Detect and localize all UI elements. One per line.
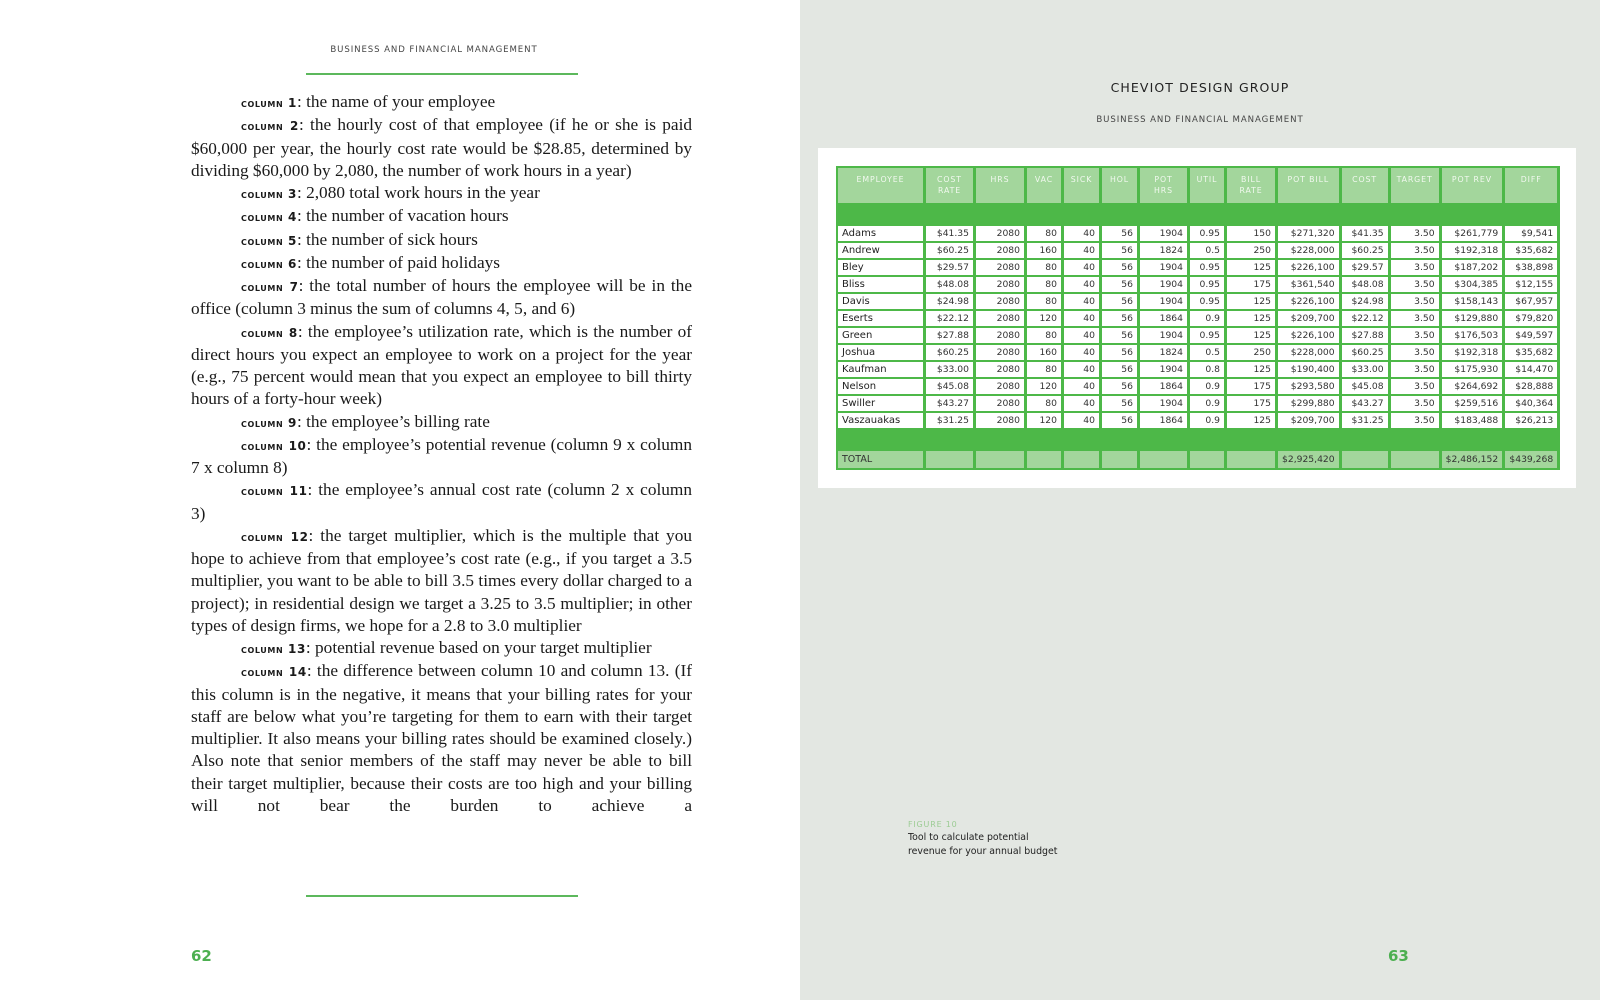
table-cell: 3.50	[1390, 361, 1441, 378]
figure-caption-text: Tool to calculate potential revenue for your annual budget	[908, 832, 1058, 857]
employee-name-cell: Bley	[837, 259, 925, 276]
table-row	[837, 344, 1559, 361]
column-label: column 8	[241, 325, 298, 340]
table-row	[837, 395, 1559, 412]
table-cell: $192,318	[1441, 344, 1505, 361]
table-cell: $35,682	[1504, 242, 1559, 259]
table-cell: $27.88	[1341, 327, 1390, 344]
table-cell: 125	[1226, 293, 1277, 310]
table-cell: $28,888	[1504, 378, 1559, 395]
column-header: POT HRS	[1139, 167, 1189, 204]
table-cell: $129,880	[1441, 310, 1505, 327]
table-cell: 1904	[1139, 293, 1189, 310]
table-cell: 40	[1063, 310, 1101, 327]
table-cell: $304,385	[1441, 276, 1505, 293]
revenue-table	[836, 166, 1560, 470]
total-cell	[925, 450, 975, 469]
table-cell: $48.08	[925, 276, 975, 293]
table-cell: 150	[1226, 225, 1277, 242]
table-cell: $41.35	[925, 225, 975, 242]
table-cell: 125	[1226, 412, 1277, 429]
employee-name-cell: Green	[837, 327, 925, 344]
column-label: column 3	[241, 187, 297, 201]
total-row	[837, 450, 1559, 469]
table-cell: 0.9	[1189, 310, 1226, 327]
table-cell: $49,597	[1504, 327, 1559, 344]
table-cell: $38,898	[1504, 259, 1559, 276]
company-title: CHEVIOT DESIGN GROUP	[1110, 80, 1290, 95]
table-cell: $187,202	[1441, 259, 1505, 276]
table-cell: 56	[1101, 276, 1139, 293]
table-cell: 0.9	[1189, 395, 1226, 412]
total-cell: $2,486,152	[1441, 450, 1505, 469]
table-row	[837, 378, 1559, 395]
table-cell: 40	[1063, 225, 1101, 242]
column-description	[191, 479, 692, 525]
table-cell: $60.25	[925, 344, 975, 361]
column-description	[191, 91, 692, 114]
spacer-cell	[837, 429, 1559, 450]
table-cell: 250	[1226, 344, 1277, 361]
table-cell: $45.08	[925, 378, 975, 395]
column-description	[191, 229, 692, 252]
column-label: column 5	[241, 233, 297, 248]
table-cell: 80	[1026, 327, 1063, 344]
table-cell: $299,880	[1277, 395, 1341, 412]
table-cell: 56	[1101, 327, 1139, 344]
table-cell: 125	[1226, 310, 1277, 327]
column-text: : the name of your employee	[296, 92, 496, 111]
table-cell: 1904	[1139, 259, 1189, 276]
column-label: column 7	[241, 280, 299, 294]
table-cell: $209,700	[1277, 412, 1341, 429]
column-label: column 9	[241, 415, 297, 430]
employee-name-cell: Nelson	[837, 378, 925, 395]
table-cell: 1904	[1139, 327, 1189, 344]
table-cell: 56	[1101, 242, 1139, 259]
table-cell: $209,700	[1277, 310, 1341, 327]
table-cell: 2080	[975, 327, 1026, 344]
column-header: POT REV	[1441, 167, 1505, 204]
table-cell: 3.50	[1390, 378, 1441, 395]
table-cell: 80	[1026, 293, 1063, 310]
employee-name-cell: Kaufman	[837, 361, 925, 378]
column-header: COST	[1341, 167, 1390, 204]
table-cell: $228,000	[1277, 242, 1341, 259]
table-cell: 2080	[975, 412, 1026, 429]
column-description	[191, 114, 692, 182]
table-cell: 40	[1063, 378, 1101, 395]
total-cell	[1063, 450, 1101, 469]
table-cell: $293,580	[1277, 378, 1341, 395]
table-cell: 1904	[1139, 395, 1189, 412]
table-cell: 56	[1101, 395, 1139, 412]
table-header-row	[837, 167, 1559, 204]
table-cell: $31.25	[925, 412, 975, 429]
table-cell: $29.57	[1341, 259, 1390, 276]
table-cell: 2080	[975, 225, 1026, 242]
column-header: COST RATE	[925, 167, 975, 204]
table-cell: 160	[1026, 344, 1063, 361]
table-cell: $226,100	[1277, 293, 1341, 310]
column-label: column 10	[241, 438, 307, 453]
employee-name-cell: Vaszauakas	[837, 412, 925, 429]
total-cell: $439,268	[1504, 450, 1559, 469]
column-label: column 2	[241, 119, 299, 134]
table-cell: $43.27	[1341, 395, 1390, 412]
table-cell: 3.50	[1390, 344, 1441, 361]
table-cell: 1864	[1139, 378, 1189, 395]
column-label: column 4	[241, 210, 297, 225]
table-cell: 3.50	[1390, 395, 1441, 412]
column-header: HOL	[1101, 167, 1139, 204]
employee-name-cell: Swiller	[837, 395, 925, 412]
column-label: column 6	[241, 256, 297, 271]
table-row	[837, 310, 1559, 327]
table-cell: $27.88	[925, 327, 975, 344]
employee-name-cell: Andrew	[837, 242, 925, 259]
table-cell: 56	[1101, 412, 1139, 429]
table-cell: 2080	[975, 293, 1026, 310]
table-cell: 0.95	[1189, 293, 1226, 310]
table-cell: $261,779	[1441, 225, 1505, 242]
table-cell: 40	[1063, 242, 1101, 259]
table-row	[837, 242, 1559, 259]
employee-name-cell: Bliss	[837, 276, 925, 293]
table-cell: 1824	[1139, 344, 1189, 361]
column-label: column 12	[241, 529, 309, 544]
table-cell: $60.25	[1341, 242, 1390, 259]
table-cell: $60.25	[925, 242, 975, 259]
table-cell: $35,682	[1504, 344, 1559, 361]
table-cell: $43.27	[925, 395, 975, 412]
table-cell: 1824	[1139, 242, 1189, 259]
column-text: : the number of sick hours	[296, 229, 478, 249]
table-cell: $158,143	[1441, 293, 1505, 310]
table-cell: $26,213	[1504, 412, 1559, 429]
top-rule	[306, 73, 578, 75]
total-cell	[975, 450, 1026, 469]
table-cell: 56	[1101, 378, 1139, 395]
table-row	[837, 259, 1559, 276]
table-cell: 40	[1063, 361, 1101, 378]
column-text: : potential revenue based on your target multiplier	[305, 638, 652, 657]
column-header: TARGET	[1390, 167, 1441, 204]
table-cell: 0.9	[1189, 412, 1226, 429]
table-cell: $190,400	[1277, 361, 1341, 378]
table-cell: 40	[1063, 412, 1101, 429]
column-header: POT BILL	[1277, 167, 1341, 204]
column-header: HRS	[975, 167, 1026, 204]
table-cell: 56	[1101, 293, 1139, 310]
page-number: 63	[1388, 947, 1409, 965]
column-label: column 14	[241, 665, 307, 680]
table-row	[837, 276, 1559, 293]
table-cell: $67,957	[1504, 293, 1559, 310]
table-cell: 250	[1226, 242, 1277, 259]
table-cell: $176,503	[1441, 327, 1505, 344]
table-cell: 56	[1101, 344, 1139, 361]
table-cell: 56	[1101, 225, 1139, 242]
table-cell: $226,100	[1277, 327, 1341, 344]
table-cell: $14,470	[1504, 361, 1559, 378]
table-cell: 0.5	[1189, 344, 1226, 361]
table-cell: 3.50	[1390, 293, 1441, 310]
total-cell	[1139, 450, 1189, 469]
table-cell: 1904	[1139, 276, 1189, 293]
table-cell: 2080	[975, 361, 1026, 378]
table-cell: 40	[1063, 259, 1101, 276]
table-cell: $22.12	[925, 310, 975, 327]
column-descriptions	[191, 91, 692, 817]
employee-name-cell: Adams	[837, 225, 925, 242]
spacer-row	[837, 204, 1559, 225]
table-cell: 80	[1026, 361, 1063, 378]
running-head: BUSINESS AND FINANCIAL MANAGEMENT	[330, 45, 538, 55]
total-cell	[1189, 450, 1226, 469]
table-row	[837, 293, 1559, 310]
table-cell: 125	[1226, 361, 1277, 378]
table-cell: $192,318	[1441, 242, 1505, 259]
table-cell: $48.08	[1341, 276, 1390, 293]
table-cell: 0.95	[1189, 225, 1226, 242]
column-description	[191, 660, 692, 817]
table-cell: $33.00	[925, 361, 975, 378]
table-cell: 1904	[1139, 225, 1189, 242]
employee-name-cell: Davis	[837, 293, 925, 310]
table-cell: $226,100	[1277, 259, 1341, 276]
column-text: : the employee’s annual cost rate (column 2 x column 3)	[191, 480, 692, 523]
table-row	[837, 361, 1559, 378]
table-cell: 80	[1026, 276, 1063, 293]
spacer-cell	[837, 204, 1559, 225]
table-row	[837, 225, 1559, 242]
table-cell: 1864	[1139, 412, 1189, 429]
column-header: EMPLOYEE	[837, 167, 925, 204]
table-cell: $33.00	[1341, 361, 1390, 378]
table-cell: $175,930	[1441, 361, 1505, 378]
column-text: : the number of paid holidays	[296, 252, 500, 272]
column-text: : the total number of hours the employee will be in the office (column 3 minus the sum of columns 4, 5, and 6)	[191, 276, 692, 319]
bottom-rule	[306, 895, 578, 897]
table-cell: 56	[1101, 259, 1139, 276]
table-cell: 2080	[975, 276, 1026, 293]
table-cell: 0.9	[1189, 378, 1226, 395]
table-cell: 56	[1101, 310, 1139, 327]
column-header: UTIL	[1189, 167, 1226, 204]
column-description	[191, 321, 692, 411]
table-cell: 120	[1026, 310, 1063, 327]
column-header: VAC	[1026, 167, 1063, 204]
table-cell: 120	[1026, 378, 1063, 395]
total-cell	[1101, 450, 1139, 469]
table-row	[837, 327, 1559, 344]
total-cell	[1226, 450, 1277, 469]
table-cell: $29.57	[925, 259, 975, 276]
table-cell: $271,320	[1277, 225, 1341, 242]
column-header: DIFF	[1504, 167, 1559, 204]
table-cell: 2080	[975, 378, 1026, 395]
table-cell: $24.98	[1341, 293, 1390, 310]
column-description	[191, 182, 692, 205]
table-cell: $41.35	[1341, 225, 1390, 242]
column-description	[191, 205, 692, 228]
table-cell: 3.50	[1390, 259, 1441, 276]
table-cell: 0.95	[1189, 259, 1226, 276]
table-cell: 125	[1226, 327, 1277, 344]
table-cell: 175	[1226, 276, 1277, 293]
column-header: BILL RATE	[1226, 167, 1277, 204]
table-cell: 175	[1226, 395, 1277, 412]
table-cell: 125	[1226, 259, 1277, 276]
table-cell: 3.50	[1390, 225, 1441, 242]
table-cell: 2080	[975, 259, 1026, 276]
table-cell: 3.50	[1390, 412, 1441, 429]
table-cell: 120	[1026, 412, 1063, 429]
column-label: column 13	[241, 642, 306, 656]
column-description	[191, 434, 692, 480]
column-text: : the employee’s billing rate	[296, 411, 490, 431]
column-description	[191, 637, 692, 660]
total-cell: $2,925,420	[1277, 450, 1341, 469]
table-cell: 80	[1026, 225, 1063, 242]
table-cell: $183,488	[1441, 412, 1505, 429]
column-description	[191, 275, 692, 321]
table-cell: $9,541	[1504, 225, 1559, 242]
table-cell: 0.5	[1189, 242, 1226, 259]
table-cell: $264,692	[1441, 378, 1505, 395]
table-cell: 3.50	[1390, 242, 1441, 259]
column-description	[191, 411, 692, 434]
table-cell: 2080	[975, 242, 1026, 259]
table-cell: 0.95	[1189, 327, 1226, 344]
total-label: TOTAL	[837, 450, 925, 469]
column-text: : the number of vacation hours	[296, 206, 509, 226]
column-header: SICK	[1063, 167, 1101, 204]
table-cell: 2080	[975, 395, 1026, 412]
table-cell: $228,000	[1277, 344, 1341, 361]
total-cell	[1026, 450, 1063, 469]
total-cell	[1341, 450, 1390, 469]
table-cell: 0.95	[1189, 276, 1226, 293]
table-cell: 2080	[975, 310, 1026, 327]
spacer-row	[837, 429, 1559, 450]
table-cell: 40	[1063, 327, 1101, 344]
table-cell: 40	[1063, 344, 1101, 361]
table-cell: $12,155	[1504, 276, 1559, 293]
table-cell: 3.50	[1390, 310, 1441, 327]
column-description	[191, 525, 692, 637]
column-text: : 2,080 total work hours in the year	[296, 183, 540, 202]
table-cell: 2080	[975, 344, 1026, 361]
column-description	[191, 252, 692, 275]
page-number: 62	[191, 947, 212, 965]
column-text: : the difference between column 10 and column 13. (If this column is in the negative, it means that your billing rates for your staff are below what you’re targeting for them to earn with their target multiplier. It also means your billing rates should be examined closely.) Also note that senior members of the staff may never be able to bill their target multiplier, because their costs are too high and your billing will not bear the burden to achieve a	[191, 661, 692, 815]
table-cell: 40	[1063, 293, 1101, 310]
column-text: : the employee’s potential revenue (column 9 x column 7 x column 8)	[191, 434, 692, 477]
column-label: column 1	[241, 96, 297, 110]
table-cell: 3.50	[1390, 276, 1441, 293]
table-cell: 160	[1026, 242, 1063, 259]
column-text: : the hourly cost of that employee (if he or she is paid $60,000 per year, the hourly cost rate would be $28.85, determined by dividing $60,000 by 2,080, the number of work hours in a year)	[191, 115, 693, 180]
table-cell: 80	[1026, 259, 1063, 276]
employee-name-cell: Joshua	[837, 344, 925, 361]
table-cell: $31.25	[1341, 412, 1390, 429]
table-cell: 1904	[1139, 361, 1189, 378]
figure-caption	[908, 820, 1068, 859]
column-text: : the target multiplier, which is the multiple that you hope to achieve from that employee’s cost rate (e.g., if you target a 3.5 multiplier, you want to be able to bill 3.5 times every dollar charged to a project); in residential design we target a 3.25 to 3.5 multiplier; in other types of design firms, we hope for a 2.8 to 3.0 multiplier	[191, 525, 692, 635]
table-cell: $45.08	[1341, 378, 1390, 395]
table-row	[837, 412, 1559, 429]
table-cell: $79,820	[1504, 310, 1559, 327]
table-cell: 1864	[1139, 310, 1189, 327]
total-cell	[1390, 450, 1441, 469]
table-cell: 80	[1026, 395, 1063, 412]
table-cell: 40	[1063, 276, 1101, 293]
table-cell: 3.50	[1390, 327, 1441, 344]
running-head: BUSINESS AND FINANCIAL MANAGEMENT	[1096, 115, 1304, 125]
table-cell: $361,540	[1277, 276, 1341, 293]
column-label: column 11	[241, 484, 308, 499]
column-text: : the employee’s utilization rate, which is the number of direct hours you expect an employee to work on a project for the year (e.g., 75 percent would mean that you expect an employee to bill thirty hours of a forty-hour week)	[191, 321, 692, 409]
table-cell: $259,516	[1441, 395, 1505, 412]
table-cell: $24.98	[925, 293, 975, 310]
table-cell: 0.8	[1189, 361, 1226, 378]
table-cell: $40,364	[1504, 395, 1559, 412]
figure-label: FIGURE 10	[908, 820, 958, 829]
table-cell: 175	[1226, 378, 1277, 395]
table-cell: 40	[1063, 395, 1101, 412]
table-cell: $22.12	[1341, 310, 1390, 327]
table-cell: 56	[1101, 361, 1139, 378]
table-cell: $60.25	[1341, 344, 1390, 361]
employee-name-cell: Eserts	[837, 310, 925, 327]
